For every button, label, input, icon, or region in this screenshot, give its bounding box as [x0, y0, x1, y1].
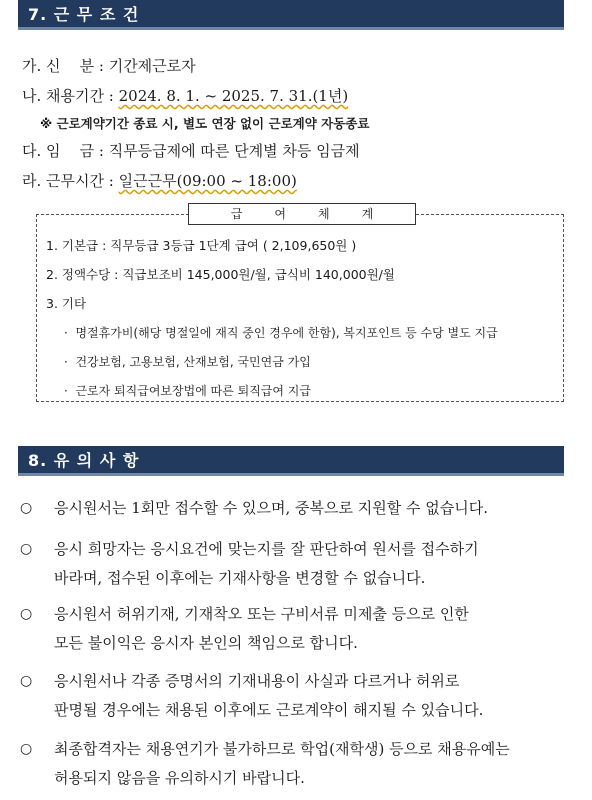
row-wage-value: 직무등급제에 따른 단계별 차등 임금제 [108, 142, 360, 160]
circle-bullet-icon: ○ [20, 541, 33, 557]
circle-bullet-icon: ○ [20, 673, 33, 689]
row-status-value: 기간제근로자 [108, 57, 196, 75]
row-status: 가. 신 분 : 기간제근로자 [22, 57, 196, 75]
row-wage-label: 다. 임 금 [22, 142, 95, 160]
row-status-label: 가. 신 분 [22, 57, 95, 75]
pay-item-allowance: 2. 정액수당 : 직급보조비 145,000원/월, 급식비 140,000원/월 [46, 267, 395, 282]
row-period: 나. 채용기간 : 2024. 8. 1. ~ 2025. 7. 31.(1년) [22, 87, 349, 105]
row-hours: 라. 근무시간 : 일근근무(09:00 ~ 18:00) [22, 172, 297, 190]
section-7-header: 7. 근 무 조 건 [18, 0, 564, 30]
circle-bullet-icon: ○ [20, 500, 33, 516]
pay-item-etc: 3. 기타 [46, 296, 87, 311]
contract-note: ※ 근로계약기간 종료 시, 별도 연장 없이 근로계약 자동종료 [40, 116, 370, 131]
row-period-label: 나. 채용기간 [22, 87, 104, 105]
row-period-value: 2024. 8. 1. ~ 2025. 7. 31.(1년) [118, 87, 349, 105]
pay-bullet: · 근로자 퇴직급여보장법에 따른 퇴직급여 지급 [64, 384, 311, 398]
pay-bullet: · 건강보험, 고용보험, 산재보험, 국민연금 가입 [64, 355, 311, 369]
circle-bullet-icon: ○ [20, 606, 33, 622]
pay-bullet: · 명절휴가비(해당 명절일에 재직 중인 경우에 한함), 복지포인트 등 수당 별도 지급 [64, 326, 498, 340]
pay-item-base: 1. 기본급 : 직무등급 3등급 1단계 급여 ( 2,109,650원 ) [46, 238, 357, 253]
pay-system-title: 급 여 체 계 [188, 203, 416, 225]
circle-bullet-icon: ○ [20, 741, 33, 757]
section-8-header: 8. 유 의 사 항 [18, 446, 564, 476]
row-hours-label: 라. 근무시간 [22, 172, 104, 190]
row-hours-value: 일근근무(09:00 ~ 18:00) [118, 172, 297, 190]
row-wage: 다. 임 금 : 직무등급제에 따른 단계별 차등 임금제 [22, 142, 360, 160]
